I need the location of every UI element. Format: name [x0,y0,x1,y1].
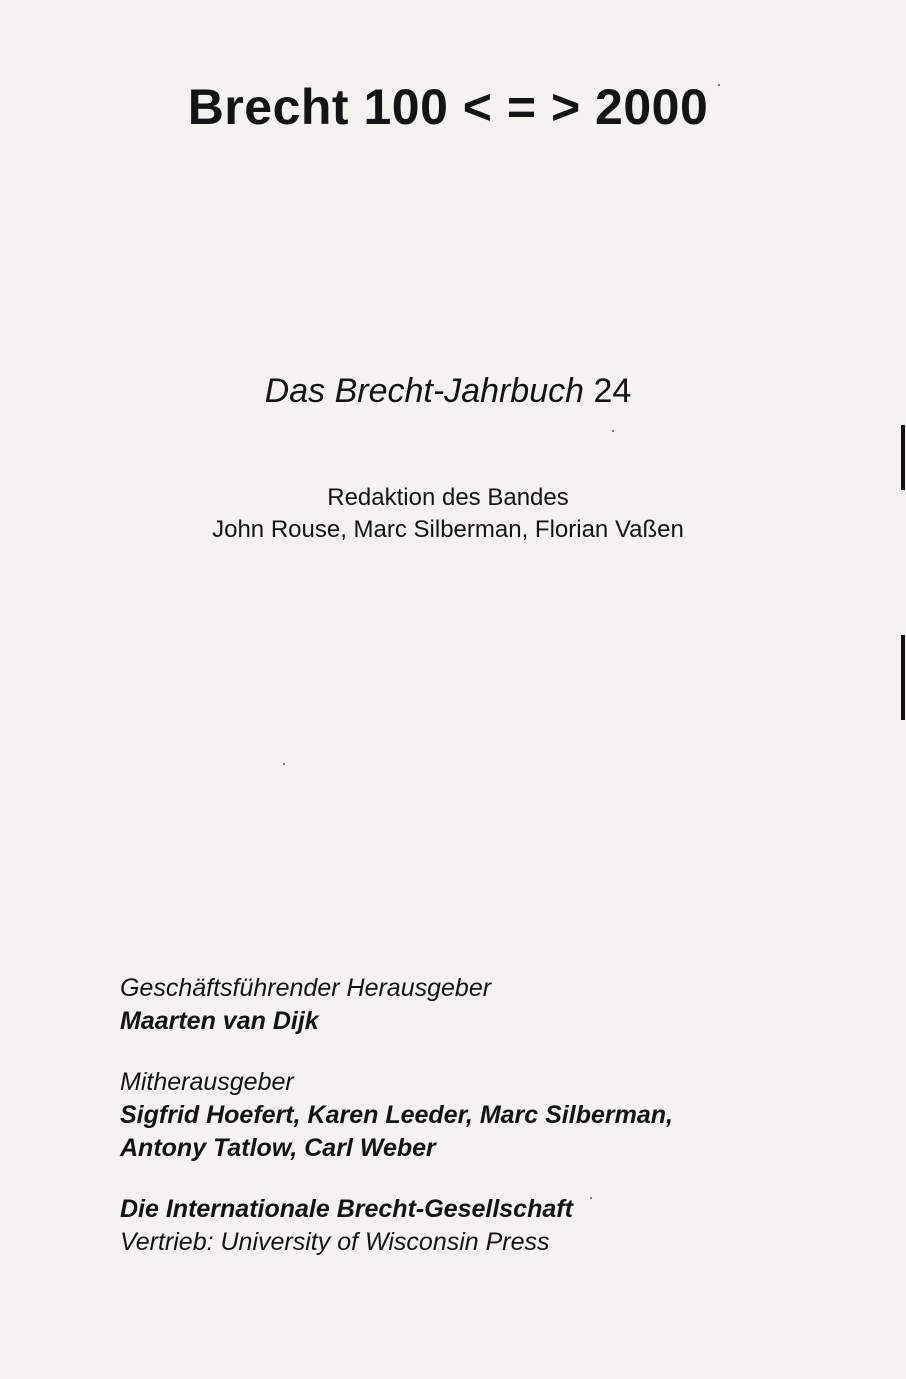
scan-speck [718,84,720,86]
society-group [120,1193,820,1259]
yearbook-number: 24 [593,372,632,410]
co-editors-names-line1: Sigfrid Hoefert, Karen Leeder, Marc Silberman, [120,1101,673,1129]
co-editors-group [120,1066,820,1165]
yearbook-subtitle [0,372,896,411]
scan-edge-mark [901,425,905,490]
co-editors-label: Mitherausgeber [120,1068,294,1096]
distribution-note: Vertrieb: University of Wisconsin Press [120,1228,550,1256]
co-editors-names-line2: Antony Tatlow, Carl Weber [120,1134,436,1162]
scan-speck [590,1197,592,1199]
volume-editors [0,482,896,546]
managing-editor-name: Maarten van Dijk [120,1007,319,1035]
managing-editor-group [120,972,820,1038]
book-title: Brecht 100 < = > 2000 [187,79,709,135]
scan-speck [612,430,614,432]
volume-editors-label: Redaktion des Bandes [327,484,569,511]
volume-editors-names: John Rouse, Marc Silberman, Florian Vaßen [212,516,684,543]
managing-editor-label: Geschäftsführender Herausgeber [120,974,492,1002]
scan-speck [283,763,285,765]
yearbook-series: Das Brecht-Jahrbuch [264,372,585,410]
society-name: Die Internationale Brecht-Gesellschaft [120,1195,573,1223]
credits-block [120,972,820,1287]
scan-edge-mark [901,635,905,720]
